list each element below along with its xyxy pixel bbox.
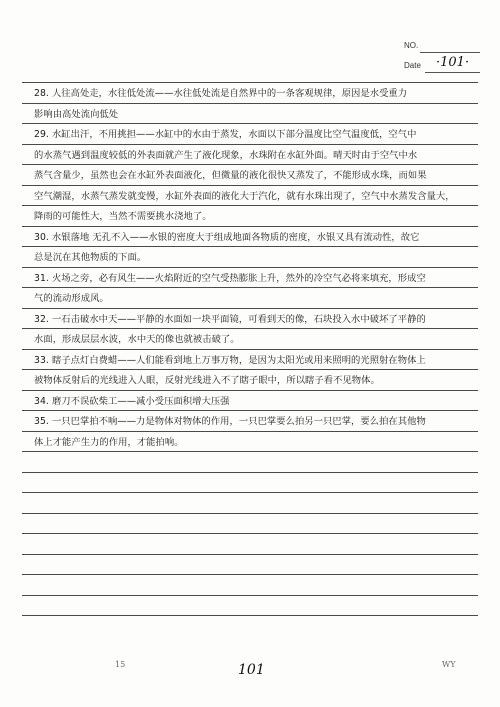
entry-line: 35. 一只巴掌拍不响——力是物体对物体的作用，一只巴掌要么拍另一只巴掌，要么拍在其他物 xyxy=(34,416,426,427)
entry-item xyxy=(34,125,474,228)
entry-line: 32. 一石击破水中天——平静的水面如一块平面镜，可看到天的像，石块投入水中破坏了平静的 xyxy=(34,313,426,325)
entry-line: 33. 瞎子点灯白费蜡——人们能看到地上万事万物，是因为太阳光或用来照明的光照射在物体上 xyxy=(34,354,426,366)
ruled-line xyxy=(22,513,478,514)
entry-line: 蒸气含量少，虽然也会在水缸外表面液化，但微量的液化很快又蒸发了，不能形成水珠，而如果 xyxy=(34,170,427,181)
entry-line: 总是沉在其他物质的下面。 xyxy=(34,252,147,263)
entry-line: 30. 水银落地 无孔不入——水银的密度大于组成地面各物质的密度，水银又具有流动性，故它 xyxy=(34,231,420,243)
entry-item xyxy=(34,228,474,269)
entry-line: 水面，形成层层水波，水中天的像也就被击破了。 xyxy=(34,334,240,345)
ruled-line xyxy=(22,472,478,473)
ruled-line xyxy=(22,82,478,83)
ruled-line xyxy=(22,492,478,493)
ruled-line xyxy=(22,615,478,616)
footer-right-mark: WY xyxy=(442,660,456,669)
ruled-line xyxy=(22,554,478,555)
entry-line: 34. 磨刀不误砍柴工——减小受压面积增大压强 xyxy=(34,395,230,407)
date-label: Date xyxy=(404,61,421,70)
no-underline xyxy=(420,52,480,53)
entry-line: 体上才能产生力的作用，才能拍响。 xyxy=(34,436,184,448)
no-label: NO. xyxy=(404,41,419,50)
footer-left-mark: 15 xyxy=(115,660,126,669)
entry-line: 降雨的可能性大，当然不需要挑水浇地了。 xyxy=(34,211,212,222)
entry-line: 被物体反射后的光线进入人眼，反射光线进入不了瞎子眼中，所以瞎子看不见物体。 xyxy=(34,375,380,386)
entry-item xyxy=(34,84,474,125)
entry-item xyxy=(34,412,474,453)
entry-line: 的水蒸气遇到温度较低的外表面就产生了液化现象，水珠附在水缸外面。晴天时由于空气中水 xyxy=(34,149,418,161)
ruled-line xyxy=(22,595,478,596)
entry-item xyxy=(34,310,474,351)
entry-item xyxy=(34,351,474,392)
footer-page-number: 101 xyxy=(238,662,265,678)
ruled-line xyxy=(22,533,478,534)
entry-line: 影响由高处流向低处 xyxy=(34,108,119,120)
entry-line: 气的流动形成风。 xyxy=(34,293,109,304)
entry-line: 29. 水缸出汗，不用挑担——水缸中的水由于蒸发，水面以下部分温度比空气温度低，空气中 xyxy=(34,129,417,140)
entry-item xyxy=(34,392,474,413)
date-value: ·101· xyxy=(436,55,470,70)
entry-line: 31. 火场之旁，必有风生——火焰附近的空气受热膨胀上升，然外的冷空气必将来填充，形成空 xyxy=(34,272,426,284)
ruled-line xyxy=(22,574,478,575)
entry-item xyxy=(34,269,474,310)
entry-line: 空气潮湿，水蒸气蒸发就变慢，水缸外表面的液化大于汽化，就有水珠出现了，空气中水蒸发含量大， xyxy=(34,190,455,202)
entry-line: 28. 人往高处走，水往低处流——水往低处流是自然界中的一条客观规律，原因是水受重力 xyxy=(34,88,408,99)
date-underline xyxy=(425,72,480,73)
